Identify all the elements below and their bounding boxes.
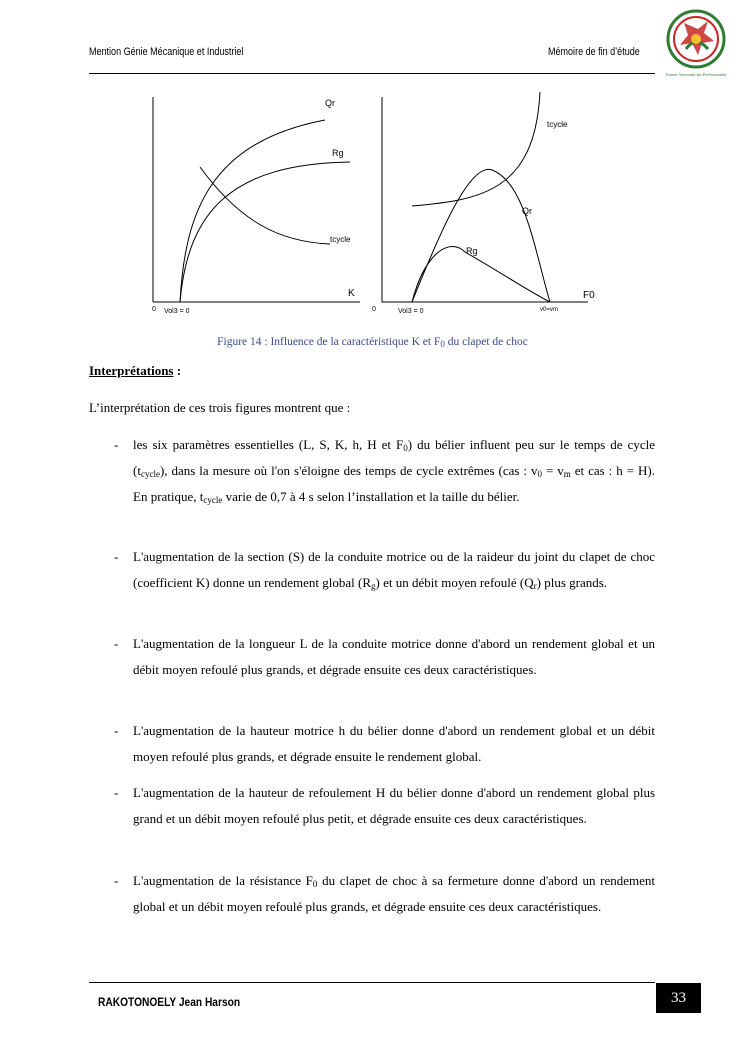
logo-caption: Former Autrement des Professionnels bbox=[665, 72, 727, 77]
right-curve-tcycle bbox=[412, 92, 540, 206]
figure-14-plots bbox=[140, 92, 610, 327]
right-curve-qr bbox=[412, 169, 550, 302]
bullet-6: L'augmentation de la résistance $F_0$ du clapet de choc à sa fermeture donne d'abord un rendement global et un débit moyen refoulé plus grands, et dégrade ensuite ces deux caractéristiques. bbox=[133, 873, 655, 914]
bullet-dash: - bbox=[114, 549, 119, 564]
right-label-qr: Qr bbox=[522, 206, 532, 216]
right-x-axis-label: F0 bbox=[583, 290, 595, 301]
footer-rule bbox=[89, 982, 655, 983]
right-x-end: v0=vm bbox=[540, 307, 558, 313]
bullet-3: L'augmentation de la longueur L de la conduite motrice donne d'abord un rendement global et un débit moyen refoulé plus grands, et dégrade ensuite ces deux caractéristiques. bbox=[133, 636, 655, 677]
bullet-4: L'augmentation de la hauteur motrice h du bélier donne d'abord un rendement global et un débit moyen refoulé plus grands, et dégrade ensuite le rendement global. bbox=[133, 723, 655, 764]
right-label-tcycle: tcycle bbox=[547, 120, 568, 129]
left-origin: 0 bbox=[152, 306, 156, 313]
section-heading: Interprétations : bbox=[89, 363, 182, 378]
section-intro: L’interprétation de ces trois figures montrent que : bbox=[89, 400, 351, 415]
page-number: 33 bbox=[656, 983, 701, 1013]
institution-logo-icon bbox=[658, 5, 734, 81]
bullet-dash: - bbox=[114, 723, 119, 738]
bullet-1: les six paramètres essentielles (L, S, K, h, H et $F_0$) du bélier influent peu sur le temps de cycle $(t_{cycle})$, dans la mesure où l'on s'éloigne des temps de cycle extrêmes (cas : $v_0 = v_m$ et cas : h = H). En pratique, $t_{cycle}$ varie de 0,7 à 4 s selon l’installation et la taille du bélier. bbox=[133, 437, 655, 505]
bullet-dash: - bbox=[114, 437, 119, 452]
bullet-5: L'augmentation de la hauteur de refoulement H du bélier donne d'abord un rendement global plus grand et un débit moyen refoulé plus petit, et dégrade ensuite ces deux caractéristiques. bbox=[133, 785, 655, 826]
right-label-rg: Rg bbox=[466, 246, 478, 256]
left-x-axis-label: K bbox=[348, 288, 355, 299]
left-x-start: Vol3 = 0 bbox=[164, 308, 190, 315]
left-label-rg: Rg bbox=[332, 148, 344, 158]
left-label-tcycle: tcycle bbox=[330, 235, 351, 244]
header-left-text: Mention Génie Mécanique et Industriel bbox=[89, 46, 244, 58]
left-curve-tcycle bbox=[200, 167, 330, 244]
left-curve-rg bbox=[180, 162, 350, 302]
footer-author: RAKOTONOELY Jean Harson bbox=[98, 995, 241, 1009]
left-curve-qr bbox=[180, 120, 325, 302]
bullet-dash: - bbox=[114, 873, 119, 888]
right-x-start: Vol3 = 0 bbox=[398, 308, 424, 315]
right-origin: 0 bbox=[372, 306, 376, 313]
bullet-2: L'augmentation de la section (S) de la conduite motrice ou de la raideur du joint du clapet de choc (coefficient K) donne un rendement global $(R_g)$ et un débit moyen refoulé $(Q_r)$ plus grands. bbox=[133, 549, 655, 591]
header-rule bbox=[89, 73, 655, 74]
figure-caption: Figure 14 : Influence de la caractéristique K et $F_0$ du clapet de choc bbox=[217, 336, 528, 349]
right-curve-rg bbox=[412, 246, 550, 302]
bullet-dash: - bbox=[114, 785, 119, 800]
header-right-text: Mémoire de fin d’étude bbox=[548, 46, 640, 58]
bullet-dash: - bbox=[114, 636, 119, 651]
left-label-qr: Qr bbox=[325, 98, 335, 108]
